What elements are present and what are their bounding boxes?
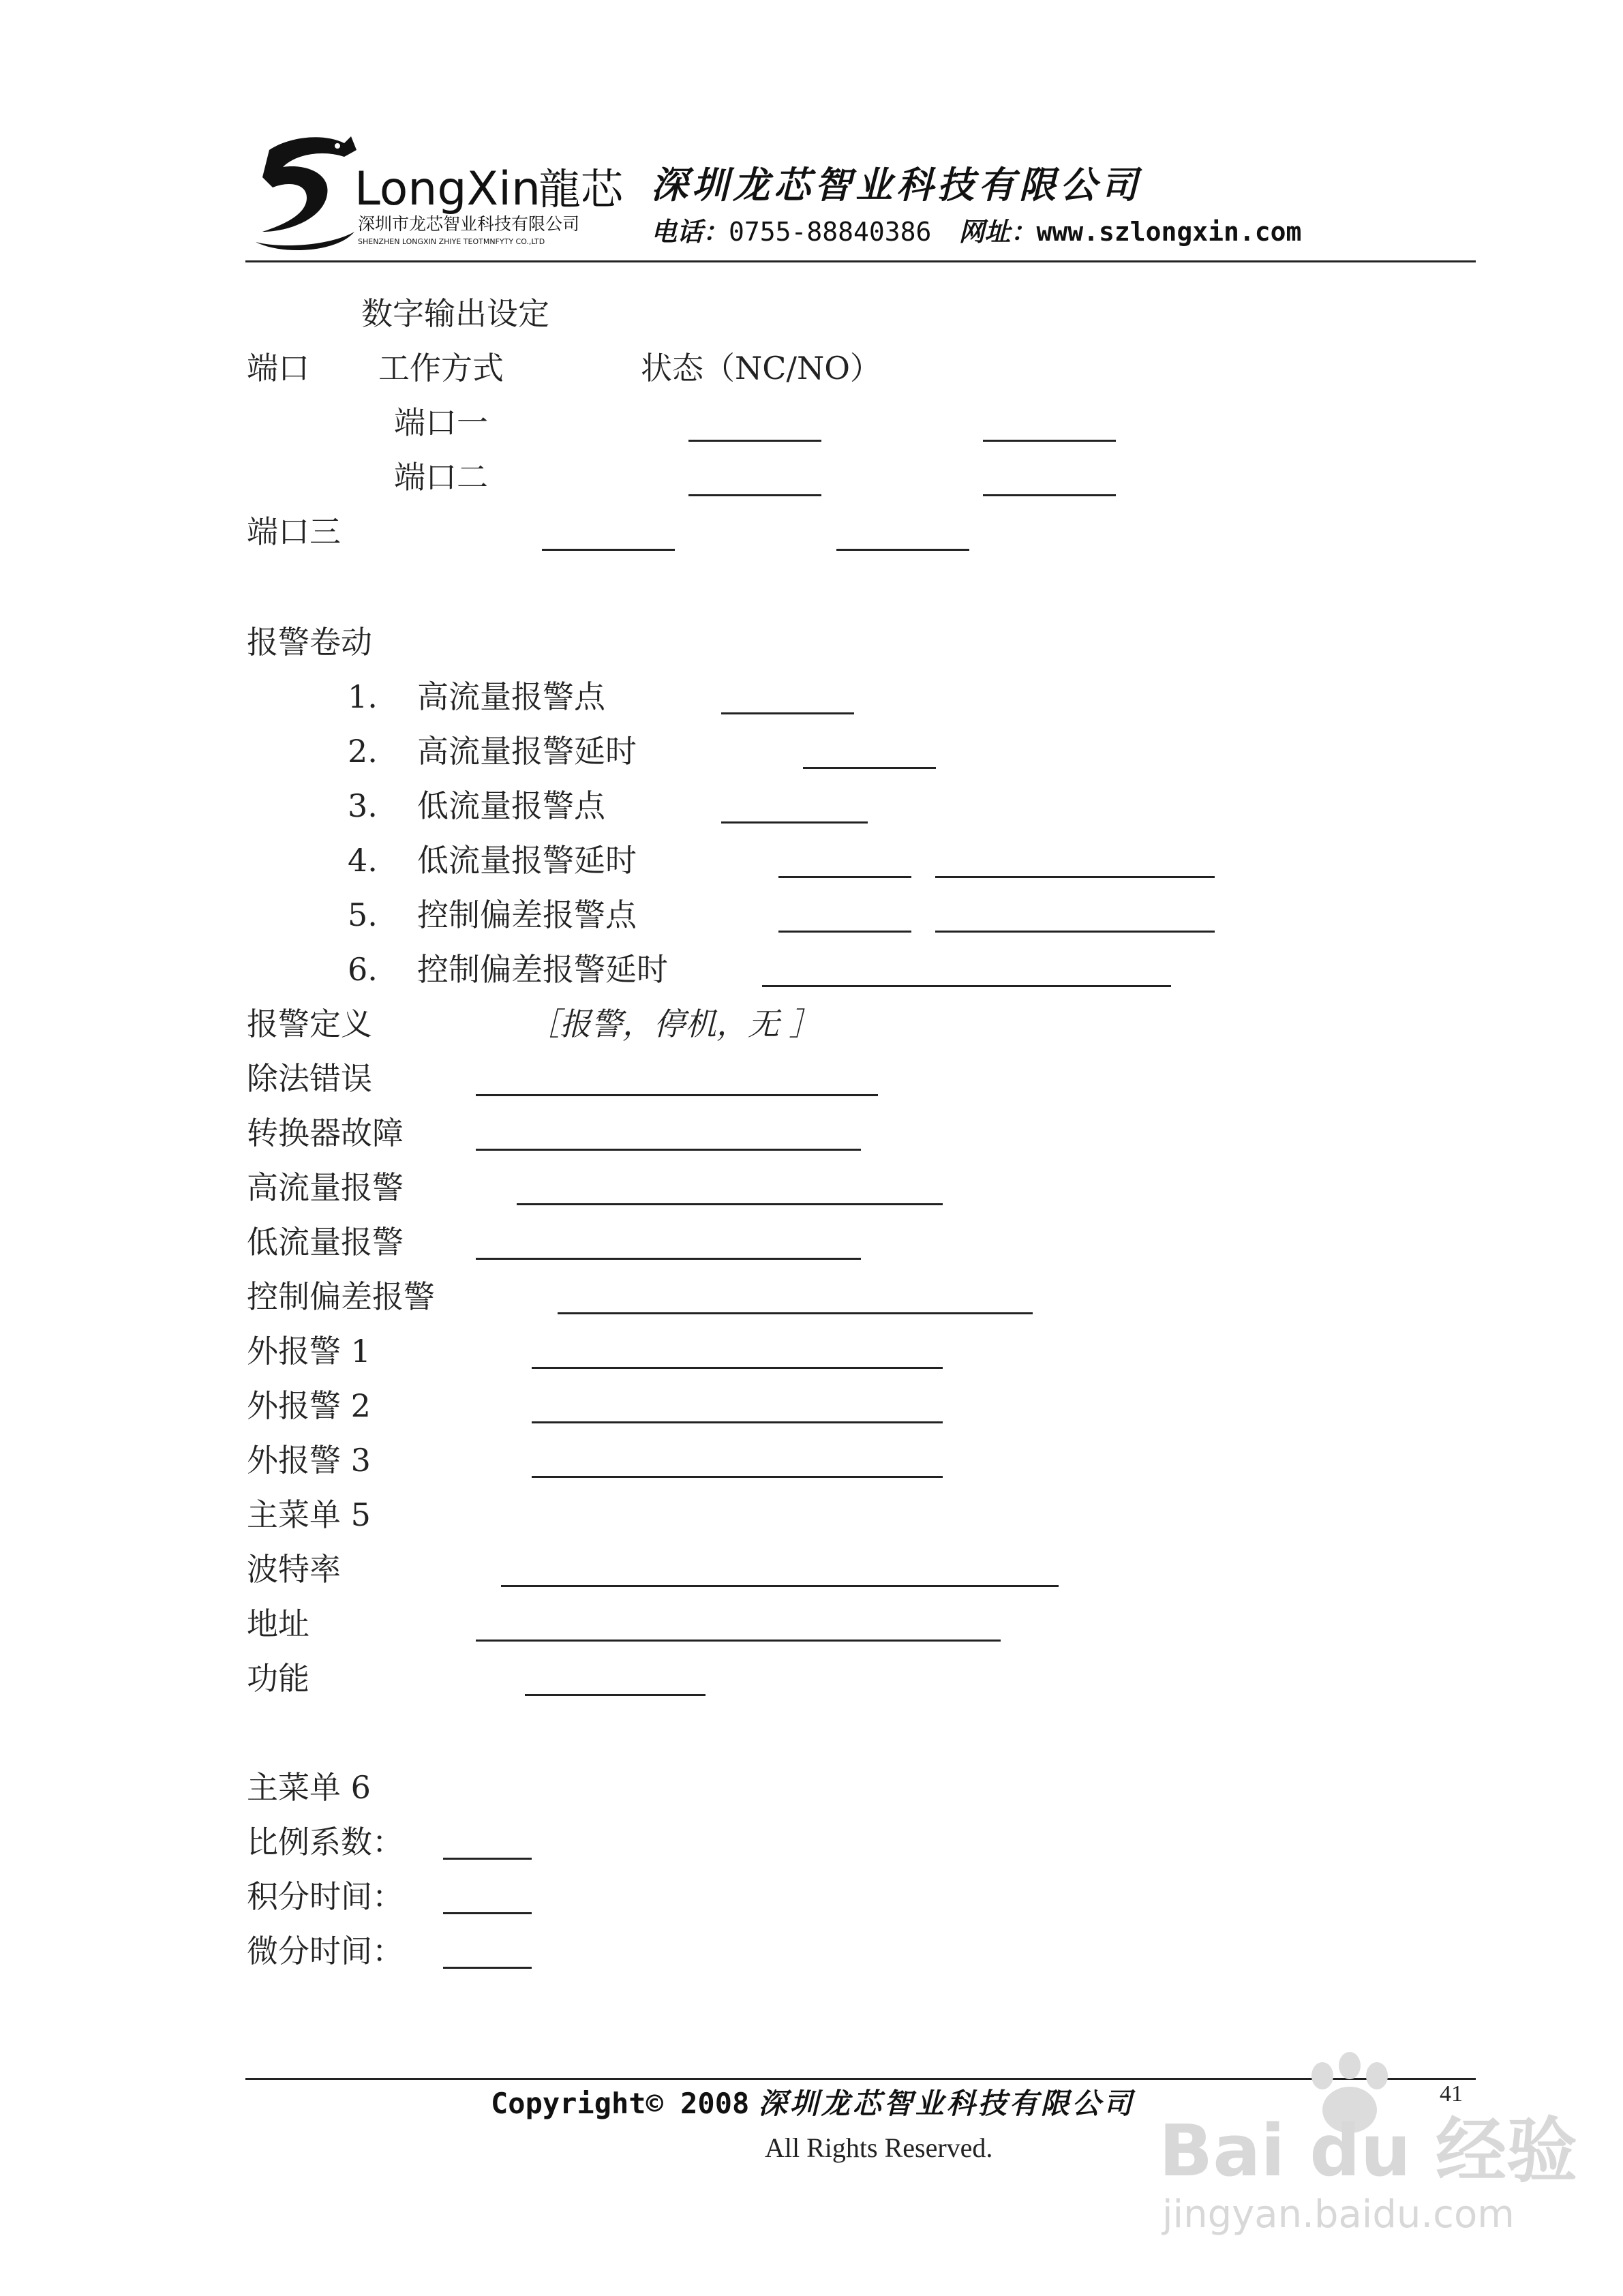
brand-sub-en: SHENZHEN LONGXIN ZHIYE TEOTMNFYTY CO.,LTD	[358, 237, 545, 246]
menu5-row-label: 地址	[247, 1605, 309, 1642]
def-row-label: 转换器故障	[247, 1115, 404, 1151]
port-2-mode-blank	[688, 494, 821, 496]
def-row-label: 外报警 1	[247, 1333, 371, 1370]
copyright-prefix: Copyright© 2008	[491, 2087, 750, 2120]
menu6-row-label: 微分时间：	[247, 1933, 404, 1969]
def-row-blank	[476, 1149, 861, 1151]
col-state-header: 状态（NC/NO）	[641, 350, 881, 387]
web-value: www.szlongxin.com	[1036, 217, 1302, 247]
alarm-item-label: 低流量报警延时	[417, 842, 637, 879]
menu6-title: 主菜单 6	[247, 1769, 371, 1806]
brand-cn: 龍芯	[539, 164, 624, 214]
def-row-label: 低流量报警	[247, 1224, 404, 1260]
menu6-row-label: 比例系数：	[247, 1824, 404, 1860]
copyright-line	[491, 2085, 1135, 2123]
port-2-state-blank	[983, 494, 1116, 496]
def-row-blank	[532, 1367, 943, 1369]
watermark-brand: Bai du 经验	[1159, 2109, 1577, 2192]
alarm-item-blank-extra	[935, 876, 1215, 878]
alarm-scroll-title: 报警卷动	[247, 624, 372, 661]
menu5-row-blank	[525, 1694, 706, 1696]
menu5-row-label: 功能	[247, 1660, 309, 1697]
alarm-item-blank	[778, 931, 911, 933]
def-row-label: 外报警 2	[247, 1387, 371, 1424]
def-row-blank	[532, 1476, 943, 1478]
page-number: 41	[1440, 2081, 1463, 2106]
watermark-url: jingyan.baidu.com	[1162, 2192, 1515, 2237]
footer-rule	[245, 2078, 1476, 2080]
alarm-item-blank	[803, 767, 936, 769]
def-row-label: 高流量报警	[247, 1169, 404, 1206]
alarm-item-label: 控制偏差报警延时	[417, 951, 668, 988]
alarm-item-blank	[778, 876, 911, 878]
port-1-label: 端口一	[394, 404, 488, 441]
alarm-item-label: 控制偏差报警点	[417, 896, 637, 933]
menu5-row-label: 波特率	[247, 1551, 341, 1588]
menu5-row-blank	[501, 1585, 1059, 1587]
phone-label: 电话：	[651, 217, 729, 247]
alarm-item-num: 2.	[348, 733, 378, 770]
alarm-item-num: 4.	[348, 842, 378, 879]
brand-latin: LongXin	[354, 162, 541, 216]
def-row-label: 外报警 3	[247, 1442, 371, 1479]
port-1-mode-blank	[688, 440, 821, 442]
port-2-label: 端口二	[394, 459, 488, 496]
menu6-row-blank	[443, 1912, 532, 1914]
alarm-def-label: 报警定义	[247, 1006, 372, 1042]
def-row-blank	[558, 1312, 1033, 1314]
alarm-item-num: 1.	[348, 678, 378, 715]
menu5-row-blank	[476, 1640, 1001, 1642]
menu5-title: 主菜单 5	[247, 1496, 371, 1533]
alarm-item-label: 高流量报警延时	[417, 733, 637, 770]
menu6-row-blank	[443, 1858, 532, 1860]
alarm-item-blank	[762, 985, 1171, 987]
alarm-item-label: 高流量报警点	[417, 678, 605, 715]
alarm-item-num: 5.	[348, 896, 378, 933]
port-3-state-blank	[836, 549, 969, 551]
port-3-label: 端口三	[247, 513, 341, 550]
rights-reserved: All Rights Reserved.	[765, 2132, 993, 2163]
company-name: 深圳龙芯智业科技有限公司	[651, 164, 1142, 207]
def-row-label: 控制偏差报警	[247, 1278, 435, 1315]
alarm-item-num: 6.	[348, 951, 378, 988]
menu6-row-label: 积分时间：	[247, 1878, 404, 1915]
alarm-def-options: ［报警，停机，无 ］	[528, 1006, 821, 1042]
col-mode-header: 工作方式	[378, 350, 504, 387]
header-rule	[245, 260, 1476, 262]
def-row-blank	[532, 1421, 943, 1423]
brand-sub-cn: 深圳市龙芯智业科技有限公司	[358, 214, 580, 234]
col-port-header: 端口	[247, 350, 309, 387]
contact-line	[651, 215, 1301, 248]
phone-value: 0755-88840386	[729, 217, 932, 247]
copyright-company: 深圳龙芯智业科技有限公司	[758, 2087, 1135, 2120]
alarm-item-label: 低流量报警点	[417, 787, 605, 824]
alarm-item-blank-extra	[935, 931, 1215, 933]
alarm-item-blank	[721, 712, 854, 714]
port-1-state-blank	[983, 440, 1116, 442]
dragon-logo-icon	[242, 130, 365, 256]
def-row-blank	[476, 1094, 878, 1096]
def-row-blank	[517, 1203, 943, 1205]
def-row-label: 除法错误	[247, 1060, 372, 1097]
digital-output-title: 数字输出设定	[361, 295, 549, 332]
alarm-item-blank	[721, 821, 868, 824]
alarm-item-num: 3.	[348, 787, 378, 824]
port-3-mode-blank	[542, 549, 675, 551]
def-row-blank	[476, 1258, 861, 1260]
web-label: 网址：	[958, 217, 1037, 247]
menu6-row-blank	[443, 1967, 532, 1969]
